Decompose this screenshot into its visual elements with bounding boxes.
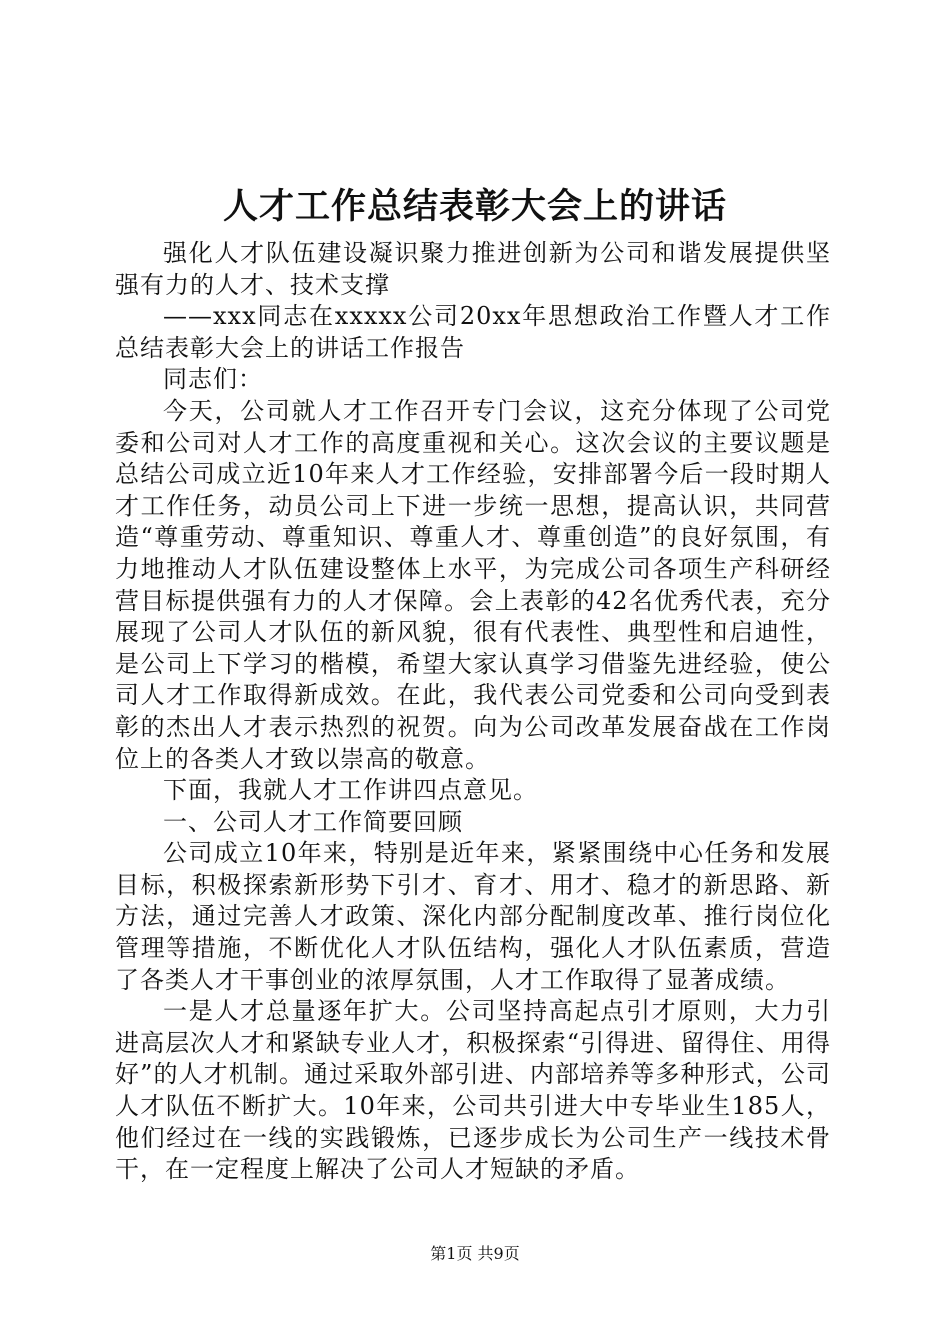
paragraph-transition: 下面，我就人才工作讲四点意见。 [163, 776, 538, 805]
section-heading: 一、公司人才工作简要回顾 [163, 807, 463, 836]
paragraph-review: 公司成立10年来，特别是近年来，紧紧围绕中心任务和发展目标，积极探索新形势下引才、育才、用才、稳才的新思路、新方法，通过完善人才政策、深化内部分配制度改革、推行岗位化管理等措施，不断优化人才队伍结构，强化人才队伍素质，营造了各类人才干事创业的浓厚氛围，人才工作取得了显著成绩。 [115, 839, 831, 994]
paragraph-subtitle: 强化人才队伍建设凝识聚力推进创新为公司和谐发展提供坚强有力的人才、技术支撑 [115, 239, 831, 299]
paragraph-byline: ——xxx同志在xxxxx公司20xx年思想政治工作暨人才工作总结表彰大会上的讲话工作报告 [115, 302, 831, 362]
paragraph-talent-growth: 一是人才总量逐年扩大。公司坚持高起点引才原则，大力引进高层次人才和紧缺专业人才，积极探索“引得进、留得住、用得好”的人才机制。通过采取外部引进、内部培养等多种形式，公司人才队伍不断扩大。10年来，公司共引进大中专毕业生185人，他们经过在一线的实践锻炼，已逐步成长为公司生产一线技术骨干，在一定程度上解决了公司人才短缺的矛盾。 [115, 997, 831, 1184]
page-footer: 第1页 共9页 [430, 1244, 520, 1263]
paragraph-opening: 今天，公司就人才工作召开专门会议，这充分体现了公司党委和公司对人才工作的高度重视和关心。这次会议的主要议题是总结公司成立近10年来人才工作经验，安排部署今后一段时期人才工作任务，动员公司上下进一步统一思想，提高认识，共同营造“尊重劳动、尊重知识、尊重人才、尊重创造”的良好氛围，有力地推动人才队伍建设整体上水平，为完成公司各项生产科研经营目标提供强有力的人才保障。会上表彰的42名优秀代表，充分展现了公司人才队伍的新风貌，很有代表性、典型性和启迪性，是公司上下学习的楷模，希望大家认真学习借鉴先进经验，使公司人才工作取得新成效。在此，我代表公司党委和公司向受到表彰的杰出人才表示热烈的祝贺。向为公司改革发展奋战在工作岗位上的各类人才致以崇高的敬意。 [115, 396, 831, 773]
document-body [115, 238, 831, 1186]
paragraph-salutation: 同志们： [163, 365, 263, 394]
document-title: 人才工作总结表彰大会上的讲话 [222, 186, 727, 227]
